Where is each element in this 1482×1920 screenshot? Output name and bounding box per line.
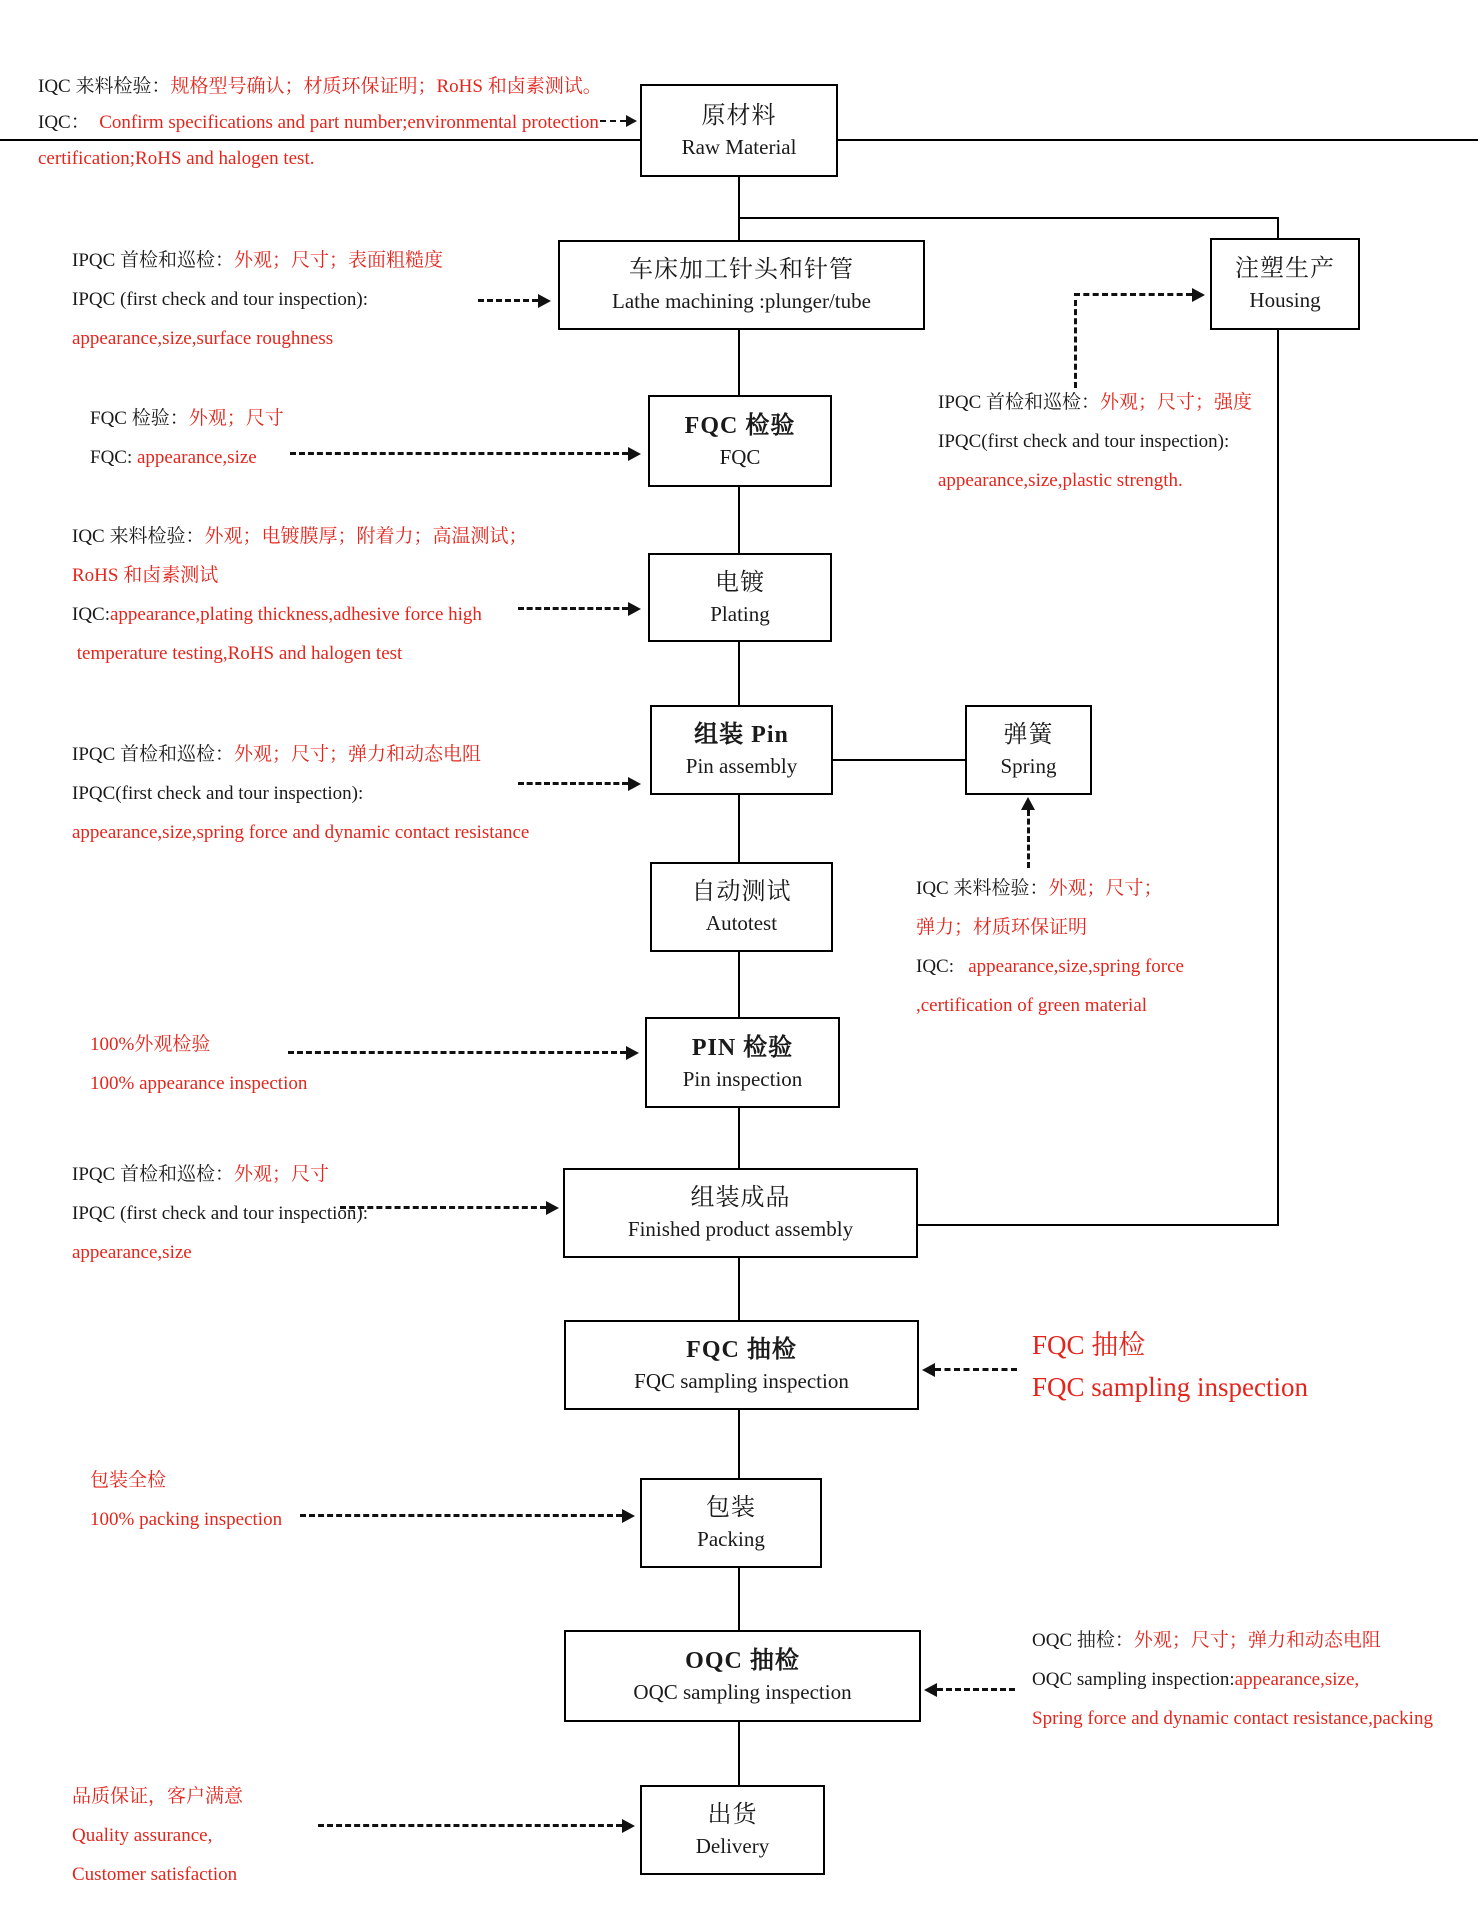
connector-fqcsampling-to-packing bbox=[738, 1410, 740, 1478]
annotation-plating-iqc: IQC 来料检验：外观；电镀膜厚；附着力；高温测试； RoHS 和卤素测试 IQC:appearance,plating thickness,adhesive force high temperature testing,RoHS and halogen test bbox=[72, 526, 528, 664]
arrowhead-pininspection bbox=[626, 1046, 639, 1060]
node-autotest bbox=[650, 862, 833, 952]
page-rule-right bbox=[838, 139, 1478, 141]
dashed-arrow-oqc bbox=[937, 1688, 1015, 1691]
dashed-arrow-finished bbox=[340, 1206, 546, 1209]
arrowhead-raw bbox=[626, 115, 637, 127]
annotation-pin-ipqc: IPQC 首检和巡检：外观；尺寸；弹力和动态电阻 IPQC(first check and tour inspection): appearance,size,spring force and dynamic contact resistance bbox=[72, 744, 530, 843]
node-packing bbox=[640, 1478, 822, 1568]
connector-packing-to-oqc bbox=[738, 1568, 740, 1630]
dashed-arrow-lathe bbox=[478, 299, 538, 302]
node-pin-inspection bbox=[645, 1017, 840, 1108]
node-delivery bbox=[640, 1785, 825, 1875]
node-raw-material-en: Raw Material bbox=[681, 134, 797, 159]
annotation-delivery: 品质保证，客户满意 Quality assurance, Customer satisfaction bbox=[72, 1786, 244, 1885]
annotation-fqc-sampling: FQC 抽检 FQC sampling inspection bbox=[1032, 1330, 1308, 1402]
node-plating bbox=[648, 553, 832, 642]
dashed-arrow-fqcsampling bbox=[935, 1368, 1017, 1371]
dashed-arrow-pininspection bbox=[288, 1051, 626, 1054]
node-autotest-en: Autotest bbox=[705, 911, 778, 935]
node-lathe-machining-en: Lathe machining :plunger/tube bbox=[612, 289, 871, 313]
node-finished-assembly-zh: 组装成品 bbox=[690, 1185, 791, 1211]
arrowhead-fqcsampling bbox=[922, 1363, 935, 1377]
connector-pin-to-autotest bbox=[738, 795, 740, 862]
annotation-packing: 包装全检 100% packing inspection bbox=[90, 1470, 283, 1530]
node-oqc-sampling-zh: OQC 抽检 bbox=[685, 1648, 800, 1674]
connector-plating-to-pin bbox=[738, 642, 740, 705]
arrowhead-housing bbox=[1192, 288, 1205, 302]
dashed-arrow-housing-vertical bbox=[1074, 300, 1077, 388]
connector-branch-to-housing-h bbox=[738, 217, 1279, 219]
annotation-fqc-check: FQC 检验：外观；尺寸 FQC: appearance,size bbox=[90, 408, 284, 468]
node-plating-zh: 电镀 bbox=[715, 569, 765, 596]
node-lathe-machining-zh: 车床加工针头和针管 bbox=[629, 257, 854, 283]
dashed-arrow-plating bbox=[518, 607, 628, 610]
arrowhead-fqc bbox=[628, 447, 641, 461]
connector-fqc-to-plating bbox=[738, 487, 740, 553]
dashed-arrow-pin bbox=[518, 782, 628, 785]
arrowhead-oqc bbox=[924, 1683, 937, 1697]
node-autotest-zh: 自动测试 bbox=[691, 879, 792, 905]
dashed-arrow-spring bbox=[1027, 810, 1030, 868]
node-pin-assembly-zh: 组装 Pin bbox=[694, 722, 789, 748]
node-housing-zh: 注塑生产 bbox=[1235, 256, 1335, 282]
connector-branch-to-housing-v bbox=[1277, 217, 1279, 238]
arrowhead-pin bbox=[628, 777, 641, 791]
dashed-arrow-delivery bbox=[318, 1824, 622, 1827]
arrowhead-spring bbox=[1021, 797, 1035, 810]
node-spring-en: Spring bbox=[1000, 754, 1057, 778]
connector-raw-to-lathe bbox=[738, 177, 740, 240]
node-finished-assembly bbox=[563, 1168, 918, 1258]
node-oqc-sampling bbox=[564, 1630, 921, 1722]
connector-housing-down bbox=[1277, 330, 1279, 1226]
annotation-pin-100: 100%外观检验 100% appearance inspection bbox=[90, 1034, 308, 1094]
connector-oqc-to-delivery bbox=[738, 1722, 740, 1785]
node-delivery-en: Delivery bbox=[695, 1834, 770, 1858]
node-oqc-sampling-en: OQC sampling inspection bbox=[633, 1680, 852, 1704]
connector-pininspection-to-finished bbox=[738, 1108, 740, 1168]
annotation-oqc: OQC 抽检：外观；尺寸；弹力和动态电阻 OQC sampling inspection:appearance,size, Spring force and dynamic contact resistance,packing bbox=[1032, 1630, 1433, 1729]
connector-autotest-to-pininspection bbox=[738, 952, 740, 1017]
node-packing-zh: 包装 bbox=[706, 1495, 756, 1521]
arrowhead-delivery bbox=[622, 1819, 635, 1833]
node-pin-assembly-en: Pin assembly bbox=[685, 754, 798, 778]
node-spring bbox=[965, 705, 1092, 795]
node-fqc bbox=[648, 395, 832, 487]
node-fqc-en: FQC bbox=[719, 445, 761, 469]
node-spring-zh: 弹簧 bbox=[1003, 722, 1054, 748]
annotation-spring-iqc: IQC 来料检验：外观；尺寸； 弹力；材质环保证明 IQC: appearance,size,spring force ,certification of green material bbox=[916, 878, 1184, 1016]
arrowhead-plating bbox=[628, 602, 641, 616]
arrowhead-lathe bbox=[538, 294, 551, 308]
dashed-arrow-raw bbox=[600, 120, 626, 122]
connector-housing-to-finished bbox=[918, 1224, 1279, 1226]
annotation-housing-ipqc: IPQC 首检和巡检：外观；尺寸；强度 IPQC(first check and tour inspection): appearance,size,plastic strength. bbox=[938, 392, 1253, 491]
node-fqc-sampling-en: FQC sampling inspection bbox=[634, 1369, 849, 1393]
node-delivery-zh: 出货 bbox=[707, 1802, 758, 1828]
node-raw-material-zh: 原材料 bbox=[701, 102, 777, 129]
node-finished-assembly-en: Finished product assembly bbox=[627, 1217, 854, 1241]
connector-lathe-to-fqc bbox=[738, 330, 740, 395]
arrowhead-packing bbox=[622, 1509, 635, 1523]
arrowhead-finished bbox=[546, 1201, 559, 1215]
dashed-arrow-packing bbox=[300, 1514, 622, 1517]
dashed-arrow-fqc bbox=[290, 452, 628, 455]
node-fqc-sampling bbox=[564, 1320, 919, 1410]
node-raw-material bbox=[640, 84, 838, 177]
dashed-arrow-housing bbox=[1074, 293, 1192, 296]
node-packing-en: Packing bbox=[697, 1527, 765, 1551]
annotation-finished-ipqc: IPQC 首检和巡检：外观；尺寸 IPQC (first check and tour inspection): appearance,size bbox=[72, 1164, 369, 1263]
annotation-raw-iqc: IQC 来料检验：规格型号确认；材质环保证明；RoHS 和卤素测试。 IQC： Confirm specifications and part number;environmental protection certification;RoHS and halogen test. bbox=[38, 76, 602, 169]
node-housing bbox=[1210, 238, 1360, 330]
node-pin-assembly bbox=[650, 705, 833, 795]
connector-finished-to-fqcsampling bbox=[738, 1258, 740, 1320]
node-plating-en: Plating bbox=[710, 601, 770, 626]
node-lathe-machining bbox=[558, 240, 925, 330]
node-fqc-sampling-zh: FQC 抽检 bbox=[686, 1337, 797, 1363]
connector-pin-to-spring bbox=[833, 759, 965, 761]
annotation-lathe-ipqc: IPQC 首检和巡检：外观；尺寸；表面粗糙度 IPQC (first check and tour inspection): appearance,size,surface roughness bbox=[72, 250, 444, 349]
node-pin-inspection-zh: PIN 检验 bbox=[691, 1034, 794, 1061]
node-pin-inspection-en: Pin inspection bbox=[682, 1066, 803, 1091]
node-fqc-zh: FQC 检验 bbox=[684, 413, 796, 439]
node-housing-en: Housing bbox=[1249, 288, 1321, 312]
